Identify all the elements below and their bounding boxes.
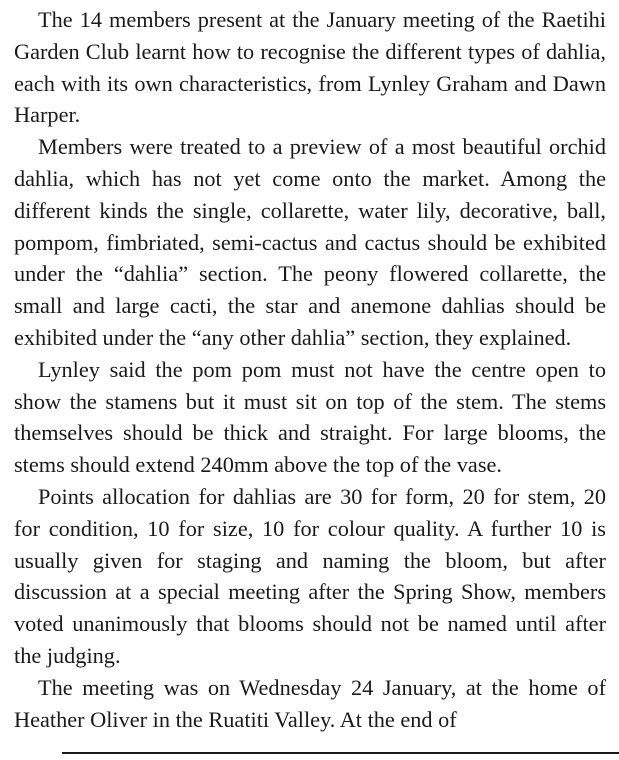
paragraph-intro: The 14 members present at the January meeting of the Raetihi Garden Club learnt how to recognise the different types of dahlia, each with its own characteristics, from Lynley Graham and Dawn Harper. [14, 7, 606, 128]
paragraph-points-allocation: Points allocation for dahlias are 30 for form, 20 for stem, 20 for condition, 10 for size, 10 for colour quality. A further 10 is usually given for staging and naming the bloom, but after discussion at a special meeting after the Spring Show, members voted unanimously that blooms should not be named until after the judging. [14, 483, 606, 668]
article-body [14, 4, 606, 735]
paragraph-orchid-dahlia: Members were treated to a preview of a most beautiful orchid dahlia, which has not yet come onto the market. Among the different kinds the single, collarette, water lily, decorative, ball, pompom, fimbriated, semi-cactus and cactus should be exhibited under the “dahlia” section. The peony flowered collarette, the small and large cacti, the star and anemone dahlias should be exhibited under the “any other dahlia” section, they explained. [14, 134, 606, 350]
paragraph-meeting-details: The meeting was on Wednesday 24 January, at the home of Heather Oliver in the Ruatiti Valley. At the end of [14, 674, 606, 732]
paragraph-pom-pom: Lynley said the pom pom must not have the centre open to show the stamens but it must sit on top of the stem. The stems themselves should be thick and straight. For large blooms, the stems should extend 240mm above the top of the vase. [14, 356, 606, 478]
column-bottom-rule [62, 752, 619, 754]
